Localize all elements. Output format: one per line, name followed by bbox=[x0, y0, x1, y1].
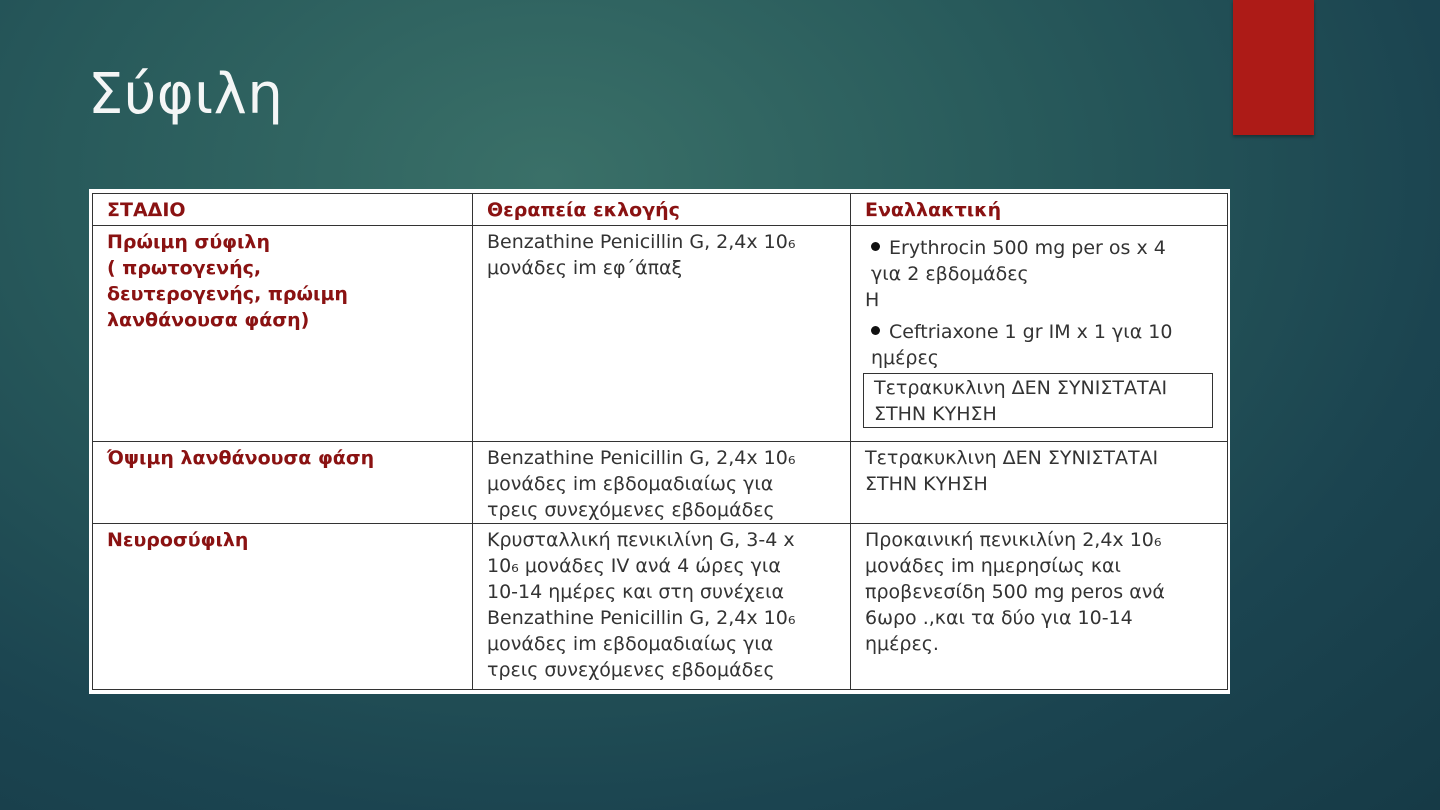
accent-bar bbox=[1233, 0, 1314, 135]
bullet-dot-icon bbox=[871, 326, 880, 335]
therapy-text: Benzathine Penicillin G, 2,4x 10₆ μονάδες im εβδομαδιαίως για τρεις συνεχόμενες εβδομάδες bbox=[487, 447, 796, 521]
alternative-text: Τετρακυκλινη ΔΕΝ ΣΥΝΙΣΤΑΤΑΙ ΣΤΗΝ ΚΥΗΣΗ bbox=[865, 447, 1159, 495]
pregnancy-warning-box: Τετρακυκλινη ΔΕΝ ΣΥΝΙΣΤΑΤΑΙ ΣΤΗΝ ΚΥΗΣΗ bbox=[863, 373, 1213, 428]
stage-text: Όψιμη λανθάνουσα φάση bbox=[107, 447, 375, 469]
alt-bullet-text: Ceftriaxone 1 gr IM x 1 για 10 ημέρες bbox=[871, 321, 1173, 369]
alt-bullet-item bbox=[865, 319, 1221, 371]
treatment-table bbox=[92, 193, 1228, 690]
therapy-text: Κρυσταλλική πενικιλίνη G, 3-4 x 10₆ μονάδες IV ανά 4 ώρες για 10-14 ημέρες και στη συνέχεια Benzathine Penicillin G, 2,4x 10₆ μονάδες im εβδομαδιαίως για τρεις συνεχόμενες εβδομάδες bbox=[487, 529, 796, 681]
alternative-cell bbox=[851, 226, 1228, 442]
therapy-cell bbox=[473, 226, 851, 442]
alt-bullet-text: Erythrocin 500 mg per os x 4 για 2 εβδομάδες bbox=[871, 237, 1166, 285]
table-row bbox=[93, 226, 1228, 442]
alt-or-text: Η bbox=[865, 289, 880, 311]
stage-cell bbox=[93, 442, 473, 524]
alternative-cell bbox=[851, 442, 1228, 524]
treatment-table-image bbox=[89, 189, 1230, 694]
table-row bbox=[93, 442, 1228, 524]
stage-cell bbox=[93, 226, 473, 442]
table-row bbox=[93, 524, 1228, 690]
therapy-cell bbox=[473, 442, 851, 524]
alternative-cell bbox=[851, 524, 1228, 690]
stage-text: Πρώιμη σύφιλη ( πρωτογενής, δευτερογενής, πρώιμη λανθάνουσα φάση) bbox=[107, 231, 348, 331]
header-alternative: Εναλλακτική bbox=[851, 194, 1228, 226]
alt-bullet-item bbox=[865, 235, 1221, 287]
bullet-dot-icon bbox=[871, 242, 880, 251]
therapy-text: Benzathine Penicillin G, 2,4x 10₆ μονάδες im εφ΄άπαξ bbox=[487, 231, 796, 279]
alternative-text: Προκαινική πενικιλίνη 2,4x 10₆ μονάδες im ημερησίως και προβενεσίδη 500 mg peros ανά 6ωρο .,και τα δύο για 10-14 ημέρες. bbox=[865, 529, 1165, 655]
table-header-row bbox=[93, 194, 1228, 226]
header-therapy: Θεραπεία εκλογής bbox=[473, 194, 851, 226]
stage-text: Νευροσύφιλη bbox=[107, 529, 249, 551]
slide-title: Σύφιλη bbox=[88, 62, 284, 127]
therapy-cell bbox=[473, 524, 851, 690]
stage-cell bbox=[93, 524, 473, 690]
header-stage: ΣΤΑΔΙΟ bbox=[93, 194, 473, 226]
